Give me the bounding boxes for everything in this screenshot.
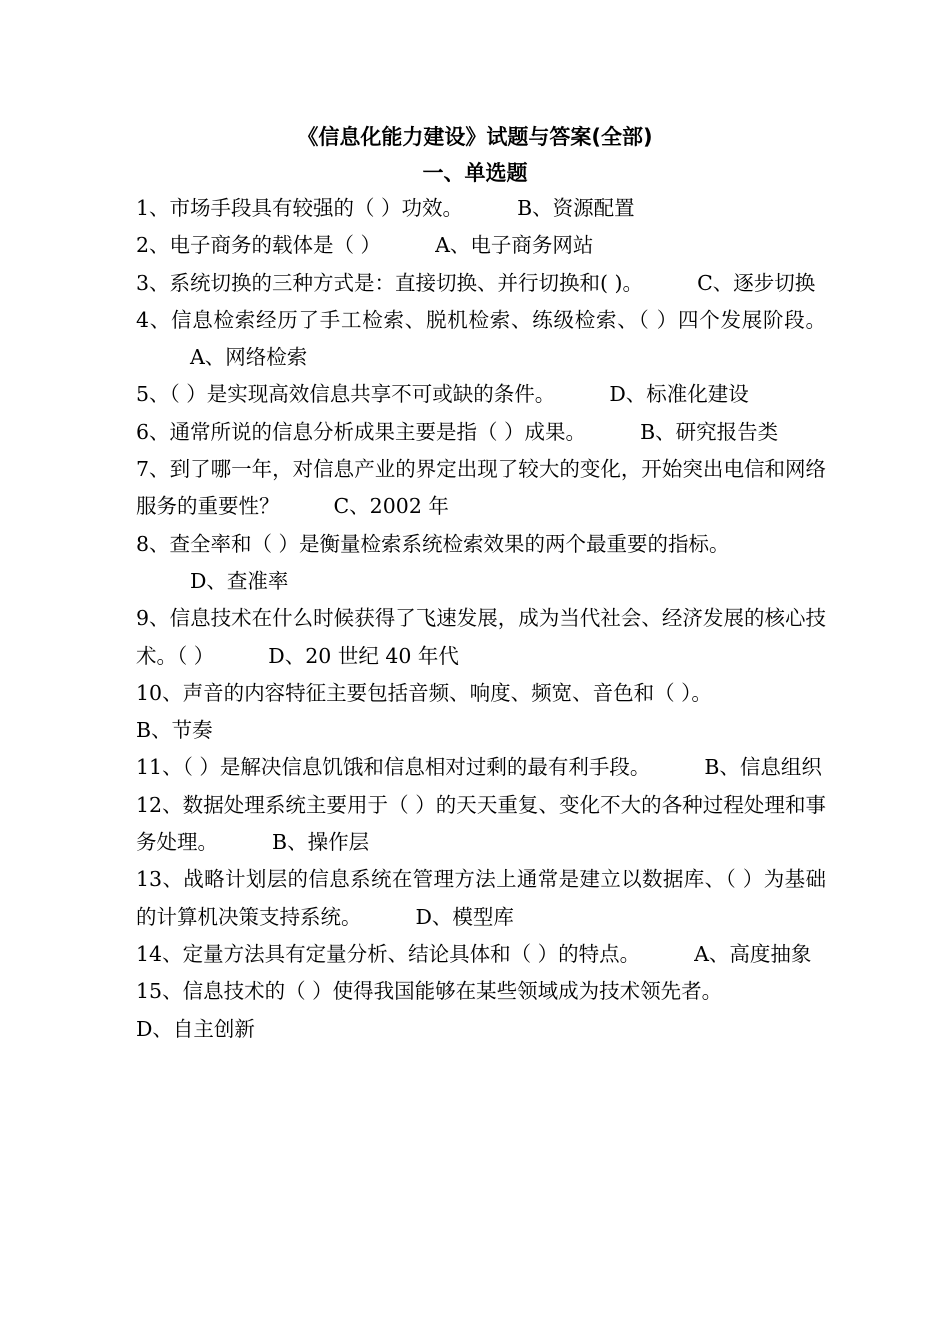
question-item [136,414,826,451]
question-item [136,265,826,302]
question-item [136,526,826,601]
question-text: 1、市场手段具有较强的（ ）功效。 [136,196,464,220]
question-answer: A、高度抽象 [694,941,812,966]
question-answer: B、节奏 [136,718,213,743]
question-text: 13、战略计划层的信息系统在管理方法上通常是建立以数据库、（ ）为基础的计算机决策支持系统。 [136,867,826,929]
question-text: 8、查全率和（ ）是衡量检索系统检索效果的两个最重要的指标。 [136,531,730,556]
question-text: 7、到了哪一年，对信息产业的界定出现了较大的变化，开始突出电信和网络服务的重要性？ [136,457,826,519]
question-answer: C、2002 年 [333,494,449,519]
question-text: 4、信息检索经历了手工检索、脱机检索、练级检索、（ ）四个发展阶段。 [136,307,826,332]
question-list [136,190,826,1048]
question-text: 2、电子商务的载体是（ ） [136,233,382,258]
question-item [136,227,826,264]
question-answer: B、操作层 [272,830,370,855]
question-answer: D、模型库 [415,904,514,929]
question-item [136,675,826,750]
question-text: 9、信息技术在什么时候获得了飞速发展，成为当代社会、经济发展的核心技术。（ ） [136,606,826,668]
question-answer: D、20 世纪 40 年代 [268,643,459,668]
question-item [136,861,826,936]
question-item [136,302,826,377]
question-item [136,190,826,227]
question-answer: B、资源配置 [517,196,635,220]
question-item [136,936,826,973]
question-item [136,600,826,675]
question-answer: D、查准率 [190,568,289,593]
question-item [136,973,826,1048]
question-answer: C、逐步切换 [697,270,816,295]
question-text: 12、数据处理系统主要用于（ ）的天天重复、变化不大的各种过程处理和事务处理。 [136,792,826,855]
question-text: 6、通常所说的信息分析成果主要是指（ ）成果。 [136,419,587,444]
question-text: 11、（ ）是解决信息饥饿和信息相对过剩的最有利手段。 [136,755,651,780]
question-text: 10、声音的内容特征主要包括音频、响度、频宽、音色和（ ）。 [136,680,712,705]
question-answer: A、网络检索 [190,345,308,370]
section-heading: 一、单选题 [422,161,528,185]
question-answer: B、研究报告类 [640,419,779,444]
question-item [136,451,826,526]
question-text: 3、系统切换的三种方式是：直接切换、并行切换和( )。 [136,270,644,295]
question-answer: B、信息组织 [704,755,822,780]
question-item [136,376,826,413]
question-text: 15、信息技术的（ ）使得我国能够在某些领域成为技术领先者。 [136,979,723,1004]
document-title: 《信息化能力建设》试题与答案(全部) [297,125,653,149]
question-answer: D、自主创新 [136,1016,255,1041]
question-text: 5、（ ）是实现高效信息共享不可或缺的条件。 [136,382,556,407]
question-item [136,787,826,862]
question-text: 14、定量方法具有定量分析、结论具体和（ ）的特点。 [136,941,641,966]
question-answer: A、电子商务网站 [435,233,594,258]
question-answer: D、标准化建设 [609,382,749,407]
question-item [136,749,826,786]
